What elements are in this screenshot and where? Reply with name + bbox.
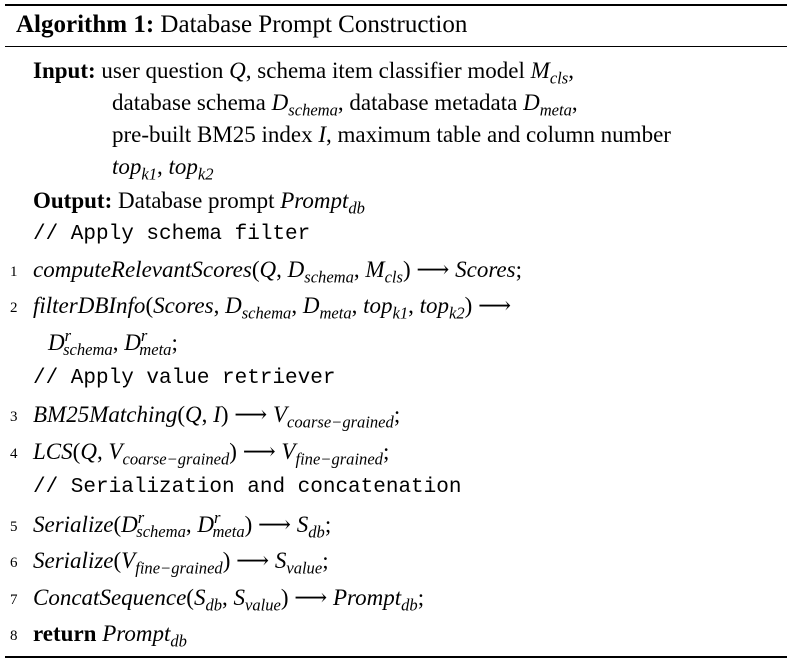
line-number: 1: [10, 264, 18, 280]
input-line-3: pre-built BM25 index I, maximum table and column number: [112, 122, 671, 147]
bottom-rule: [5, 656, 787, 658]
return-keyword: return: [33, 621, 97, 646]
input-line-4: top$_{k1}$, top$_{k2}$: [112, 154, 214, 184]
top-rule: [5, 4, 787, 6]
line-number: 6: [10, 555, 18, 571]
line-number: 7: [10, 592, 18, 608]
input-line-2: database schema $D_{schema}$, database metadata $D_{meta}$,: [112, 90, 578, 120]
comment-serialization: // Serialization and concatenation: [33, 476, 462, 499]
comment-value-retriever: // Apply value retriever: [33, 367, 336, 390]
line-number: 2: [10, 300, 18, 316]
comment-schema-filter: // Apply schema filter: [33, 223, 311, 246]
output-label: Output:: [33, 188, 113, 213]
algorithm-title: [16, 8, 467, 42]
line-number: 8: [10, 628, 18, 644]
input-line-1: Input: user question Q, schema item classifier model $M_{cls}$,: [33, 58, 574, 88]
algorithm-name: Database Prompt Construction: [160, 11, 468, 38]
line-number: 5: [10, 519, 18, 535]
algo-line-2-cont: $D^r_{schema}$, $D^r_{meta}$;: [48, 325, 178, 360]
output-line: Output: Database prompt Prompt$_{db}$: [33, 188, 365, 218]
output-text: Database prompt: [118, 188, 275, 213]
algorithm-label: Algorithm 1:: [16, 11, 155, 38]
line-number: 3: [10, 409, 18, 425]
header-rule: [5, 46, 787, 47]
input-label: Input:: [33, 58, 96, 83]
line-number: 4: [10, 446, 18, 462]
